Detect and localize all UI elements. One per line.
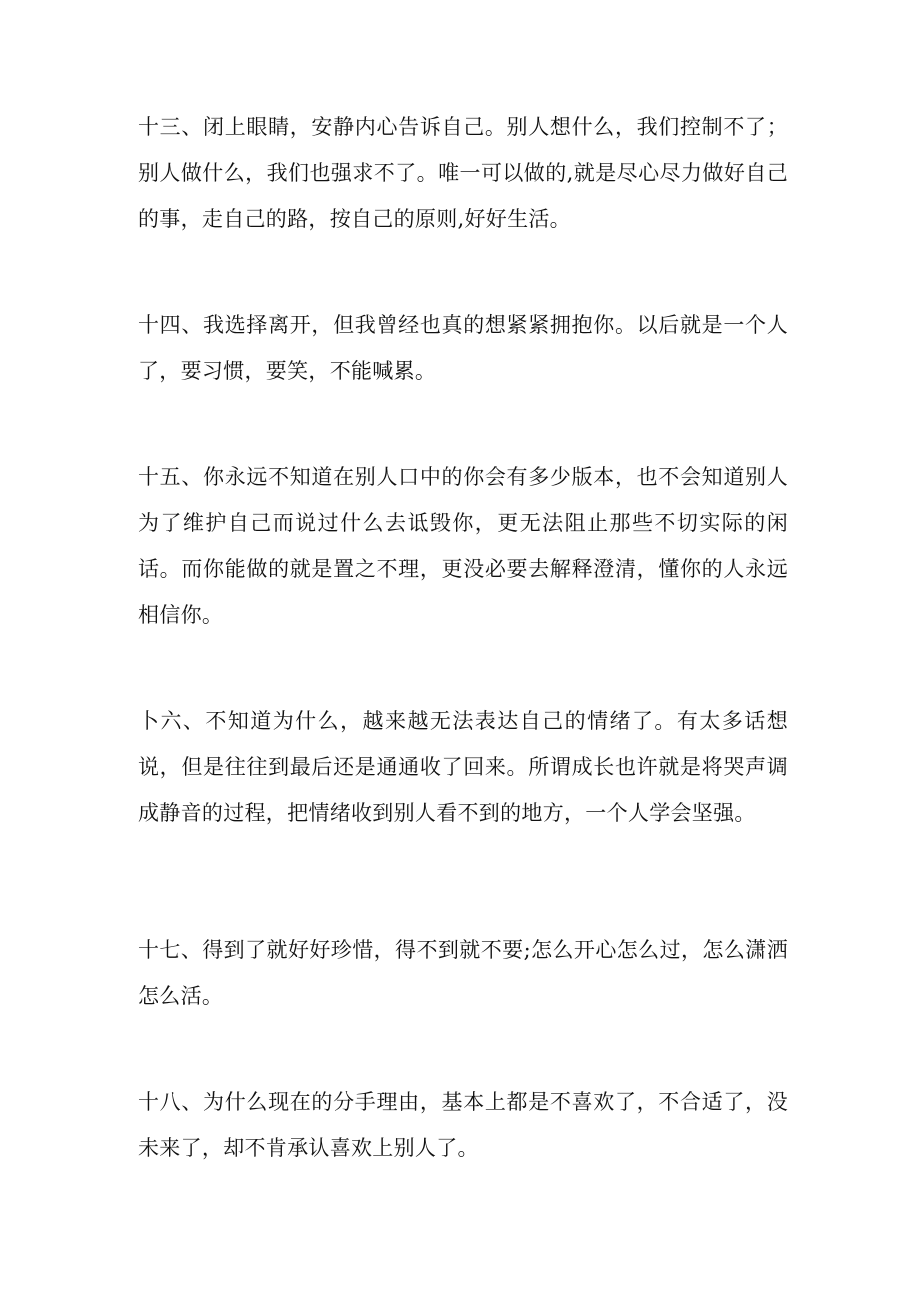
paragraph-15: 十五、你永远不知道在别人口中的你会有多少版本，也不会知道别人为了维护自己而说过什么去诋毁你，更无法阻止那些不切实际的闲话。而你能做的就是置之不理，更没必要去解释澄清，懂你的人永远相信你。: [138, 465, 788, 627]
paragraph-16: 卜六、不知道为什么，越来越无法表达自己的情绪了。有太多话想说，但是往往到最后还是通通收了回来。所谓成长也许就是将哭声调成静音的过程，把情绪收到别人看不到的地方，一个人学会坚强。: [138, 709, 788, 825]
paragraph-13: 十三、闭上眼睛，安静内心告诉自己。别人想什么，我们控制不了；别人做什么，我们也强求不了。唯一可以做的,就是尽心尽力做好自己的事，走自己的路，按自己的原则,好好生活。: [138, 115, 788, 231]
paragraph-18: 十八、为什么现在的分手理由，基本上都是不喜欢了，不合适了，没未来了，却不肯承认喜欢上别人了。: [138, 1090, 788, 1160]
paragraph-17: 十七、得到了就好好珍惜，得不到就不要;怎么开心怎么过，怎么潇洒怎么活。: [138, 938, 788, 1008]
paragraph-14: 十四、我选择离开，但我曾经也真的想紧紧拥抱你。以后就是一个人了，要习惯，要笑，不能喊累。: [138, 313, 788, 383]
